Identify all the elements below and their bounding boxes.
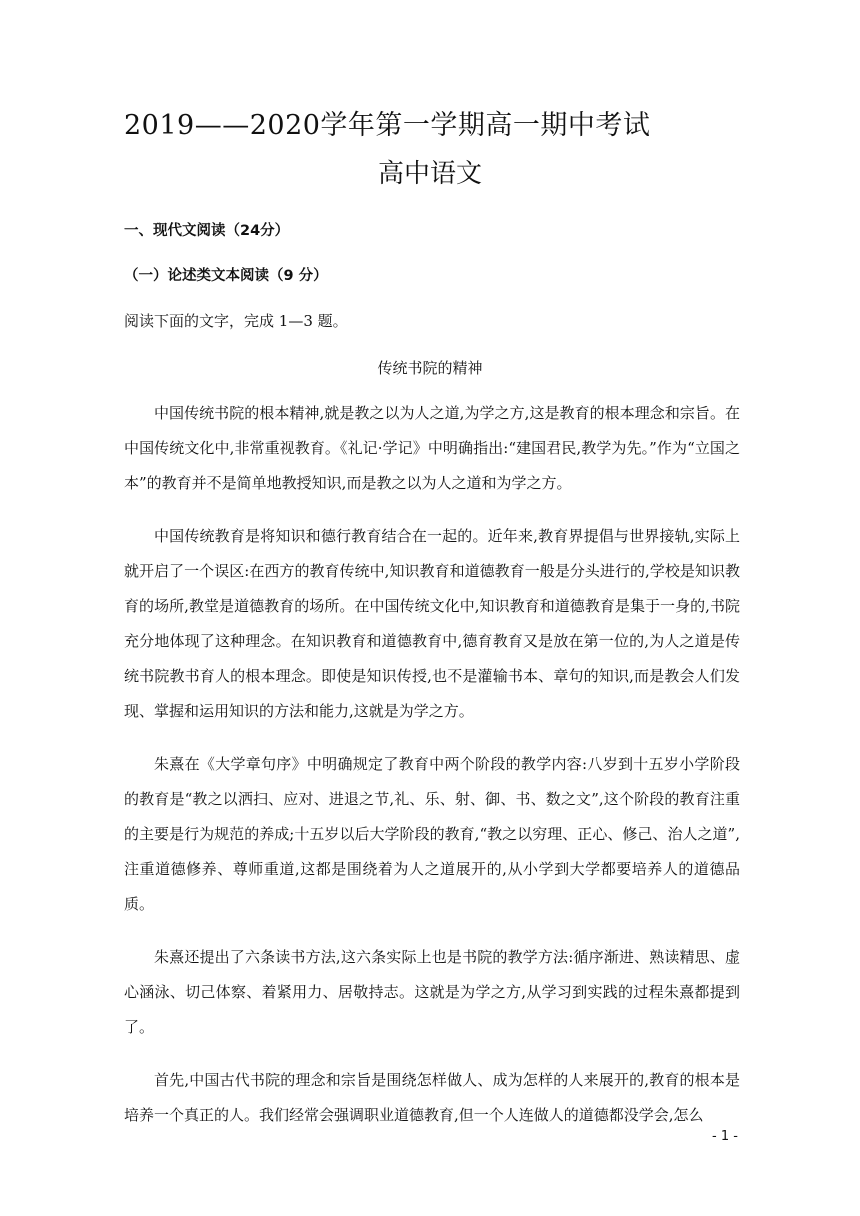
article-title: 传统书院的精神 — [377, 359, 483, 377]
exam-title: 2019——2020学年第一学期高一期中考试 — [124, 110, 651, 141]
reading-instruction: 阅读下面的文字，完成 1—3 题。 — [124, 312, 348, 330]
paragraph: 首先,中国古代书院的理念和宗旨是围绕怎样做人、成为怎样的人来展开的,教育的根本是培养一个真正的人。我们经常会强调职业道德教育,但一个人连做人的道德都没学会,怎么 — [124, 1071, 740, 1124]
page-number: - 1 - — [712, 1129, 738, 1144]
article-body — [124, 396, 740, 1151]
section-heading: 一、现代文阅读（24分） — [124, 223, 290, 239]
paragraph: 中国传统书院的根本精神,就是教之以为人之道,为学之方,这是教育的根本理念和宗旨。在中国传统文化中,非常重视教育。《礼记·学记》中明确指出:“建国君民,教学为先。”作为“立国之本”的教育并不是简单地教授知识,而是教之以为人之道和为学之方。 — [124, 404, 740, 492]
paragraph: 中国传统教育是将知识和德行教育结合在一起的。近年来,教育界提倡与世界接轨,实际上就开启了一个误区:在西方的教育传统中,知识教育和道德教育一般是分头进行的,学校是知识教育的场所,教堂是道德教育的场所。在中国传统文化中,知识教育和道德教育是集于一身的,书院充分地体现了这种理念。在知识教育和道德教育中,德育教育又是放在第一位的,为人之道是传统书院教书育人的根本理念。即使是知识传授,也不是灌输书本、章句的知识,而是教会人们发现、掌握和运用知识的方法和能力,这就是为学之方。 — [124, 527, 740, 720]
subsection-heading: （一）论述类文本阅读（9 分） — [124, 268, 328, 284]
paragraph: 朱熹还提出了六条读书方法,这六条实际上也是书院的教学方法:循序渐进、熟读精思、虚心涵泳、切己体察、着紧用力、居敬持志。这就是为学之方,从学习到实践的过程朱熹都提到了。 — [124, 948, 740, 1036]
subject-title: 高中语文 — [377, 159, 482, 189]
paragraph: 朱熹在《大学章句序》中明确规定了教育中两个阶段的教学内容:八岁到十五岁小学阶段的教育是“教之以洒扫、应对、进退之节,礼、乐、射、御、书、数之文”,这个阶段的教育注重的主要是行为规范的养成;十五岁以后大学阶段的教育,“教之以穷理、正心、修己、治人之道”,注重道德修养、尊师重道,这都是围绕着为人之道展开的,从小学到大学都要培养人的道德品质。 — [124, 755, 740, 913]
